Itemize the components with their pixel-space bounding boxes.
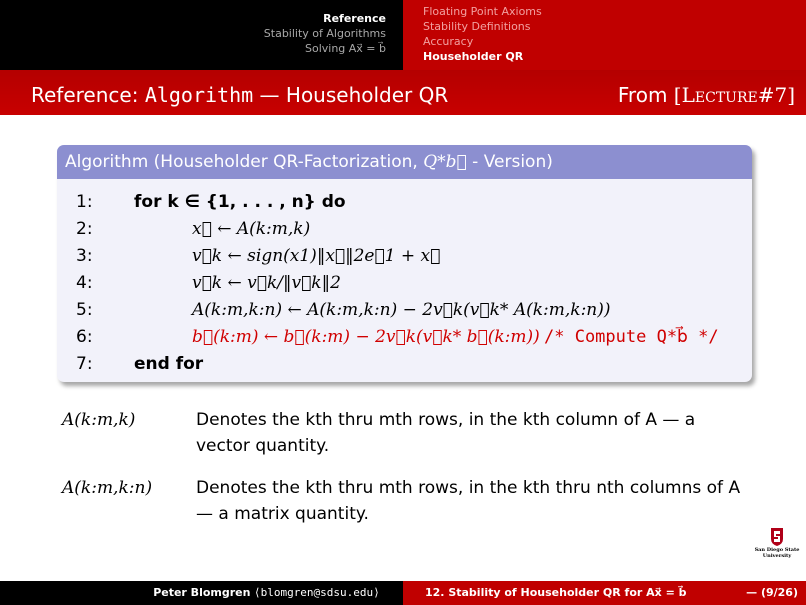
frame-source: From [Lecture#7]: [617, 83, 795, 107]
frame-title: Reference: Algorithm — Householder QR: [31, 83, 449, 107]
section-navigation: [0, 0, 403, 70]
algorithm-line: 2: x⃗ ← A(k:m,k): [76, 219, 311, 239]
sdsu-emblem-icon: [768, 527, 786, 547]
nav-subsection-stability-definitions[interactable]: Stability Definitions: [423, 20, 531, 33]
nav-subsection-accuracy[interactable]: Accuracy: [423, 35, 474, 48]
algorithm-line: 1: for k ∈ {1, . . . , n} do: [76, 192, 346, 212]
algorithm-line-text: end for: [134, 354, 204, 374]
top-navigation: [0, 0, 806, 70]
definition-description: Denotes the kth thru mth rows, in the kth thru nth columns of A — a matrix quantity.: [196, 478, 741, 524]
author-name: Peter Blomgren: [153, 586, 251, 599]
algorithm-line: 7: end for: [76, 354, 204, 374]
title-code: Algorithm: [144, 83, 254, 107]
nav-subsection-floating-point[interactable]: Floating Point Axioms: [423, 5, 542, 18]
definition-term: A(k:m,k:n): [62, 478, 153, 498]
university-logo: [748, 527, 806, 567]
nav-section-reference[interactable]: Reference: [323, 12, 386, 25]
nav-section-solving[interactable]: Solving Ax⃗ = b⃗: [304, 42, 386, 55]
algorithm-line: 4: v⃗k ← v⃗k/‖v⃗k‖2: [76, 273, 341, 293]
nav-subsection-householder[interactable]: Householder QR: [423, 50, 524, 63]
page-number: — (9/26): [746, 586, 798, 599]
algorithm-comment: /* Compute Q*b⃗ */: [544, 327, 719, 347]
definition-item: [62, 407, 752, 459]
algorithm-line-text: A(k:m,k:n) ← A(k:m,k:n) − 2v⃗k(v⃗k* A(k:m,k:n)): [192, 300, 611, 320]
algorithm-line: 6: b⃗(k:m) ← b⃗(k:m) − 2v⃗k(v⃗k* b⃗(k:m)) /* Compute Q*b⃗ */: [76, 324, 752, 351]
algorithm-line-text: v⃗k ← v⃗k/‖v⃗k‖2: [192, 273, 341, 293]
algorithm-line: 5: A(k:m,k:n) ← A(k:m,k:n) − 2v⃗k(v⃗k* A(k:m,k:n)): [76, 300, 611, 320]
subsection-navigation: [403, 0, 806, 70]
algorithm-line-text: x⃗ ← A(k:m,k): [192, 219, 311, 239]
algorithm-header: Algorithm (Householder QR-Factorization, Q*b⃗ - Version): [57, 145, 752, 179]
logo-line-1: San Diego State: [754, 547, 800, 553]
definition-term: A(k:m,k): [62, 410, 136, 430]
logo-line-2: University: [762, 553, 792, 559]
algorithm-line-text: v⃗k ← sign(x1)‖x⃗‖2e⃗1 + x⃗: [192, 246, 441, 266]
footer-lecture: [403, 581, 806, 605]
algorithm-line-text: b⃗(k:m) ← b⃗(k:m) − 2v⃗k(v⃗k* b⃗(k:m)): [192, 327, 540, 347]
frame-title-bar: [0, 70, 806, 115]
nav-section-stability[interactable]: Stability of Algorithms: [263, 27, 386, 40]
algorithm-line: 3: v⃗k ← sign(x1)‖x⃗‖2e⃗1 + x⃗: [76, 246, 441, 266]
definition-description: Denotes the kth thru mth rows, in the kth column of A — a vector quantity.: [196, 410, 696, 456]
definitions-list: [62, 407, 752, 527]
footer-author: [0, 581, 403, 605]
algorithm-body: [57, 179, 752, 378]
lecture-title: 12. Stability of Householder QR for Ax⃗ = b⃗: [425, 586, 687, 599]
algorithm-line-text: for k ∈ {1, . . . , n} do: [134, 192, 346, 212]
definition-item: [62, 475, 752, 527]
algorithm-block: [57, 145, 752, 382]
footer: [0, 581, 806, 605]
author-email: ⟨blomgren@sdsu.edu⟩: [253, 586, 380, 599]
lecture-reference: [Lecture#7]: [673, 83, 795, 107]
